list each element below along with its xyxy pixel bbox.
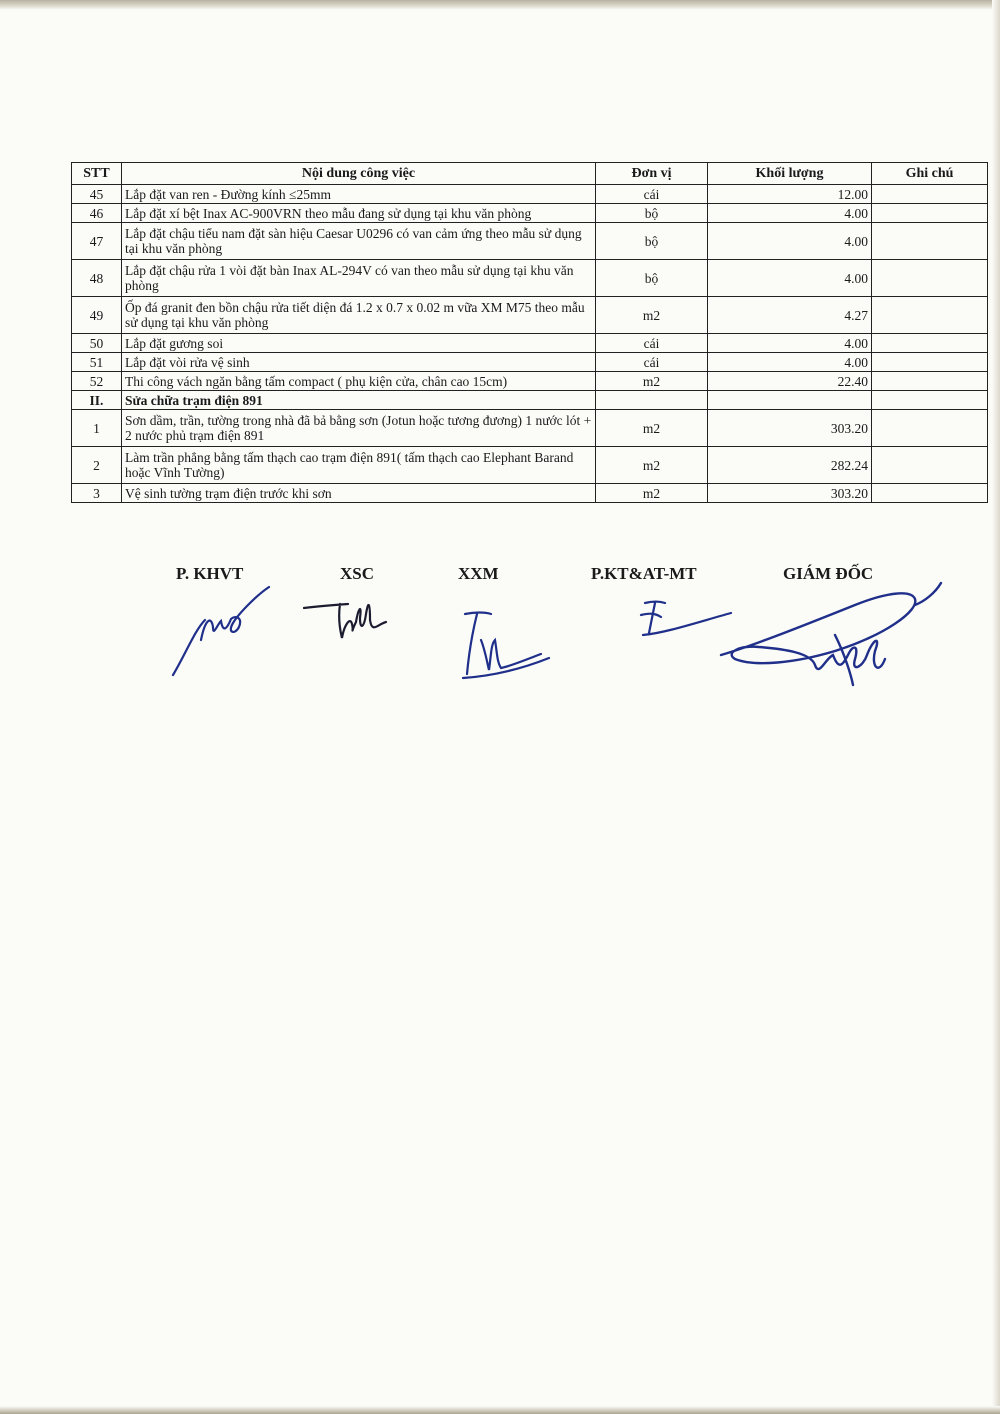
section-quantity: [708, 391, 872, 410]
row-unit: bộ: [596, 223, 708, 260]
signer-title-p-ktat: P.KT&AT-MT: [591, 564, 697, 583]
row-stt: 48: [72, 260, 122, 297]
row-content: Vệ sinh tường trạm điện trước khi sơn: [122, 484, 596, 503]
row-unit: cái: [596, 334, 708, 353]
row-content: Làm trần phẳng bằng tấm thạch cao trạm điện 891( tấm thạch cao Elephant Barand hoặc Vĩnh Tường): [122, 447, 596, 484]
row-quantity: 4.00: [708, 260, 872, 297]
section-stt: II.: [72, 391, 122, 410]
header-stt: STT: [72, 163, 122, 185]
row-content: Sơn dầm, trần, tường trong nhà đã bả bằng sơn (Jotun hoặc tương đương) 1 nước lót + 2 nước phủ trạm điện 891: [122, 410, 596, 447]
row-note: [872, 223, 988, 260]
table-header-row: [72, 163, 988, 185]
row-content: Lắp đặt vòi rửa vệ sinh: [122, 353, 596, 372]
row-content: Lắp đặt xí bệt Inax AC-900VRN theo mẫu đang sử dụng tại khu văn phòng: [122, 204, 596, 223]
row-unit: m2: [596, 447, 708, 484]
row-stt: 51: [72, 353, 122, 372]
row-note: [872, 185, 988, 204]
row-note: [872, 372, 988, 391]
table-row: [72, 297, 988, 334]
row-unit: cái: [596, 353, 708, 372]
row-quantity: 4.00: [708, 223, 872, 260]
table-row: [72, 447, 988, 484]
signature-xxm: [455, 600, 555, 685]
work-table: [71, 162, 988, 503]
row-note: [872, 353, 988, 372]
row-note: [872, 484, 988, 503]
row-stt: 49: [72, 297, 122, 334]
header-note: Ghi chú: [872, 163, 988, 185]
row-note: [872, 410, 988, 447]
signer-title-p-khvt: P. KHVT: [176, 564, 244, 583]
row-stt: 52: [72, 372, 122, 391]
scan-edge-top: [0, 0, 1000, 10]
row-quantity: 4.00: [708, 204, 872, 223]
row-quantity: 282.24: [708, 447, 872, 484]
header-content: Nội dung công việc: [122, 163, 596, 185]
row-note: [872, 260, 988, 297]
signer-title-xxm: XXM: [458, 564, 499, 583]
row-unit: m2: [596, 484, 708, 503]
table-row: [72, 410, 988, 447]
section-row: [72, 391, 988, 410]
row-unit: m2: [596, 297, 708, 334]
row-note: [872, 204, 988, 223]
table-row: [72, 185, 988, 204]
section-unit: [596, 391, 708, 410]
table-row: [72, 484, 988, 503]
header-quantity: Khối lượng: [708, 163, 872, 185]
table-row: [72, 204, 988, 223]
row-stt: 1: [72, 410, 122, 447]
table-row: [72, 223, 988, 260]
scan-edge-bottom: [0, 1406, 1000, 1414]
signature-xsc: [300, 590, 390, 650]
row-quantity: 4.27: [708, 297, 872, 334]
row-stt: 50: [72, 334, 122, 353]
row-quantity: 4.00: [708, 353, 872, 372]
row-content: Lắp đặt gương soi: [122, 334, 596, 353]
row-stt: 45: [72, 185, 122, 204]
signer-title-giam-doc: GIÁM ĐỐC: [783, 564, 874, 583]
signature-giam-doc: [715, 575, 945, 690]
row-note: [872, 334, 988, 353]
row-content: Thi công vách ngăn bằng tấm compact ( phụ kiện cửa, chân cao 15cm): [122, 372, 596, 391]
table-row: [72, 260, 988, 297]
row-note: [872, 447, 988, 484]
row-content: Ốp đá granit đen bồn chậu rửa tiết diện đá 1.2 x 0.7 x 0.02 m vữa XM M75 theo mẫu sử dụng tại khu văn phòng: [122, 297, 596, 334]
row-unit: m2: [596, 410, 708, 447]
row-content: Lắp đặt van ren - Đường kính ≤25mm: [122, 185, 596, 204]
row-quantity: 12.00: [708, 185, 872, 204]
table-row: [72, 353, 988, 372]
row-stt: 46: [72, 204, 122, 223]
row-quantity: 303.20: [708, 484, 872, 503]
row-stt: 2: [72, 447, 122, 484]
row-unit: cái: [596, 185, 708, 204]
row-quantity: 22.40: [708, 372, 872, 391]
section-note: [872, 391, 988, 410]
row-note: [872, 297, 988, 334]
row-quantity: 303.20: [708, 410, 872, 447]
scan-edge-right: [992, 0, 1000, 1414]
row-quantity: 4.00: [708, 334, 872, 353]
signer-title-xsc: XSC: [340, 564, 375, 583]
table-row: [72, 334, 988, 353]
row-unit: bộ: [596, 204, 708, 223]
section-title: Sửa chữa trạm điện 891: [122, 391, 596, 410]
signature-p-khvt: [165, 585, 275, 685]
row-content: Lắp đặt chậu tiểu nam đặt sàn hiệu Caesar U0296 có van cảm ứng theo mẫu sử dụng tại khu văn phòng: [122, 223, 596, 260]
row-stt: 3: [72, 484, 122, 503]
row-unit: m2: [596, 372, 708, 391]
row-unit: bộ: [596, 260, 708, 297]
table-row: [72, 372, 988, 391]
header-unit: Đơn vị: [596, 163, 708, 185]
row-content: Lắp đặt chậu rửa 1 vòi đặt bàn Inax AL-294V có van theo mẫu sử dụng tại khu văn phòng: [122, 260, 596, 297]
row-stt: 47: [72, 223, 122, 260]
